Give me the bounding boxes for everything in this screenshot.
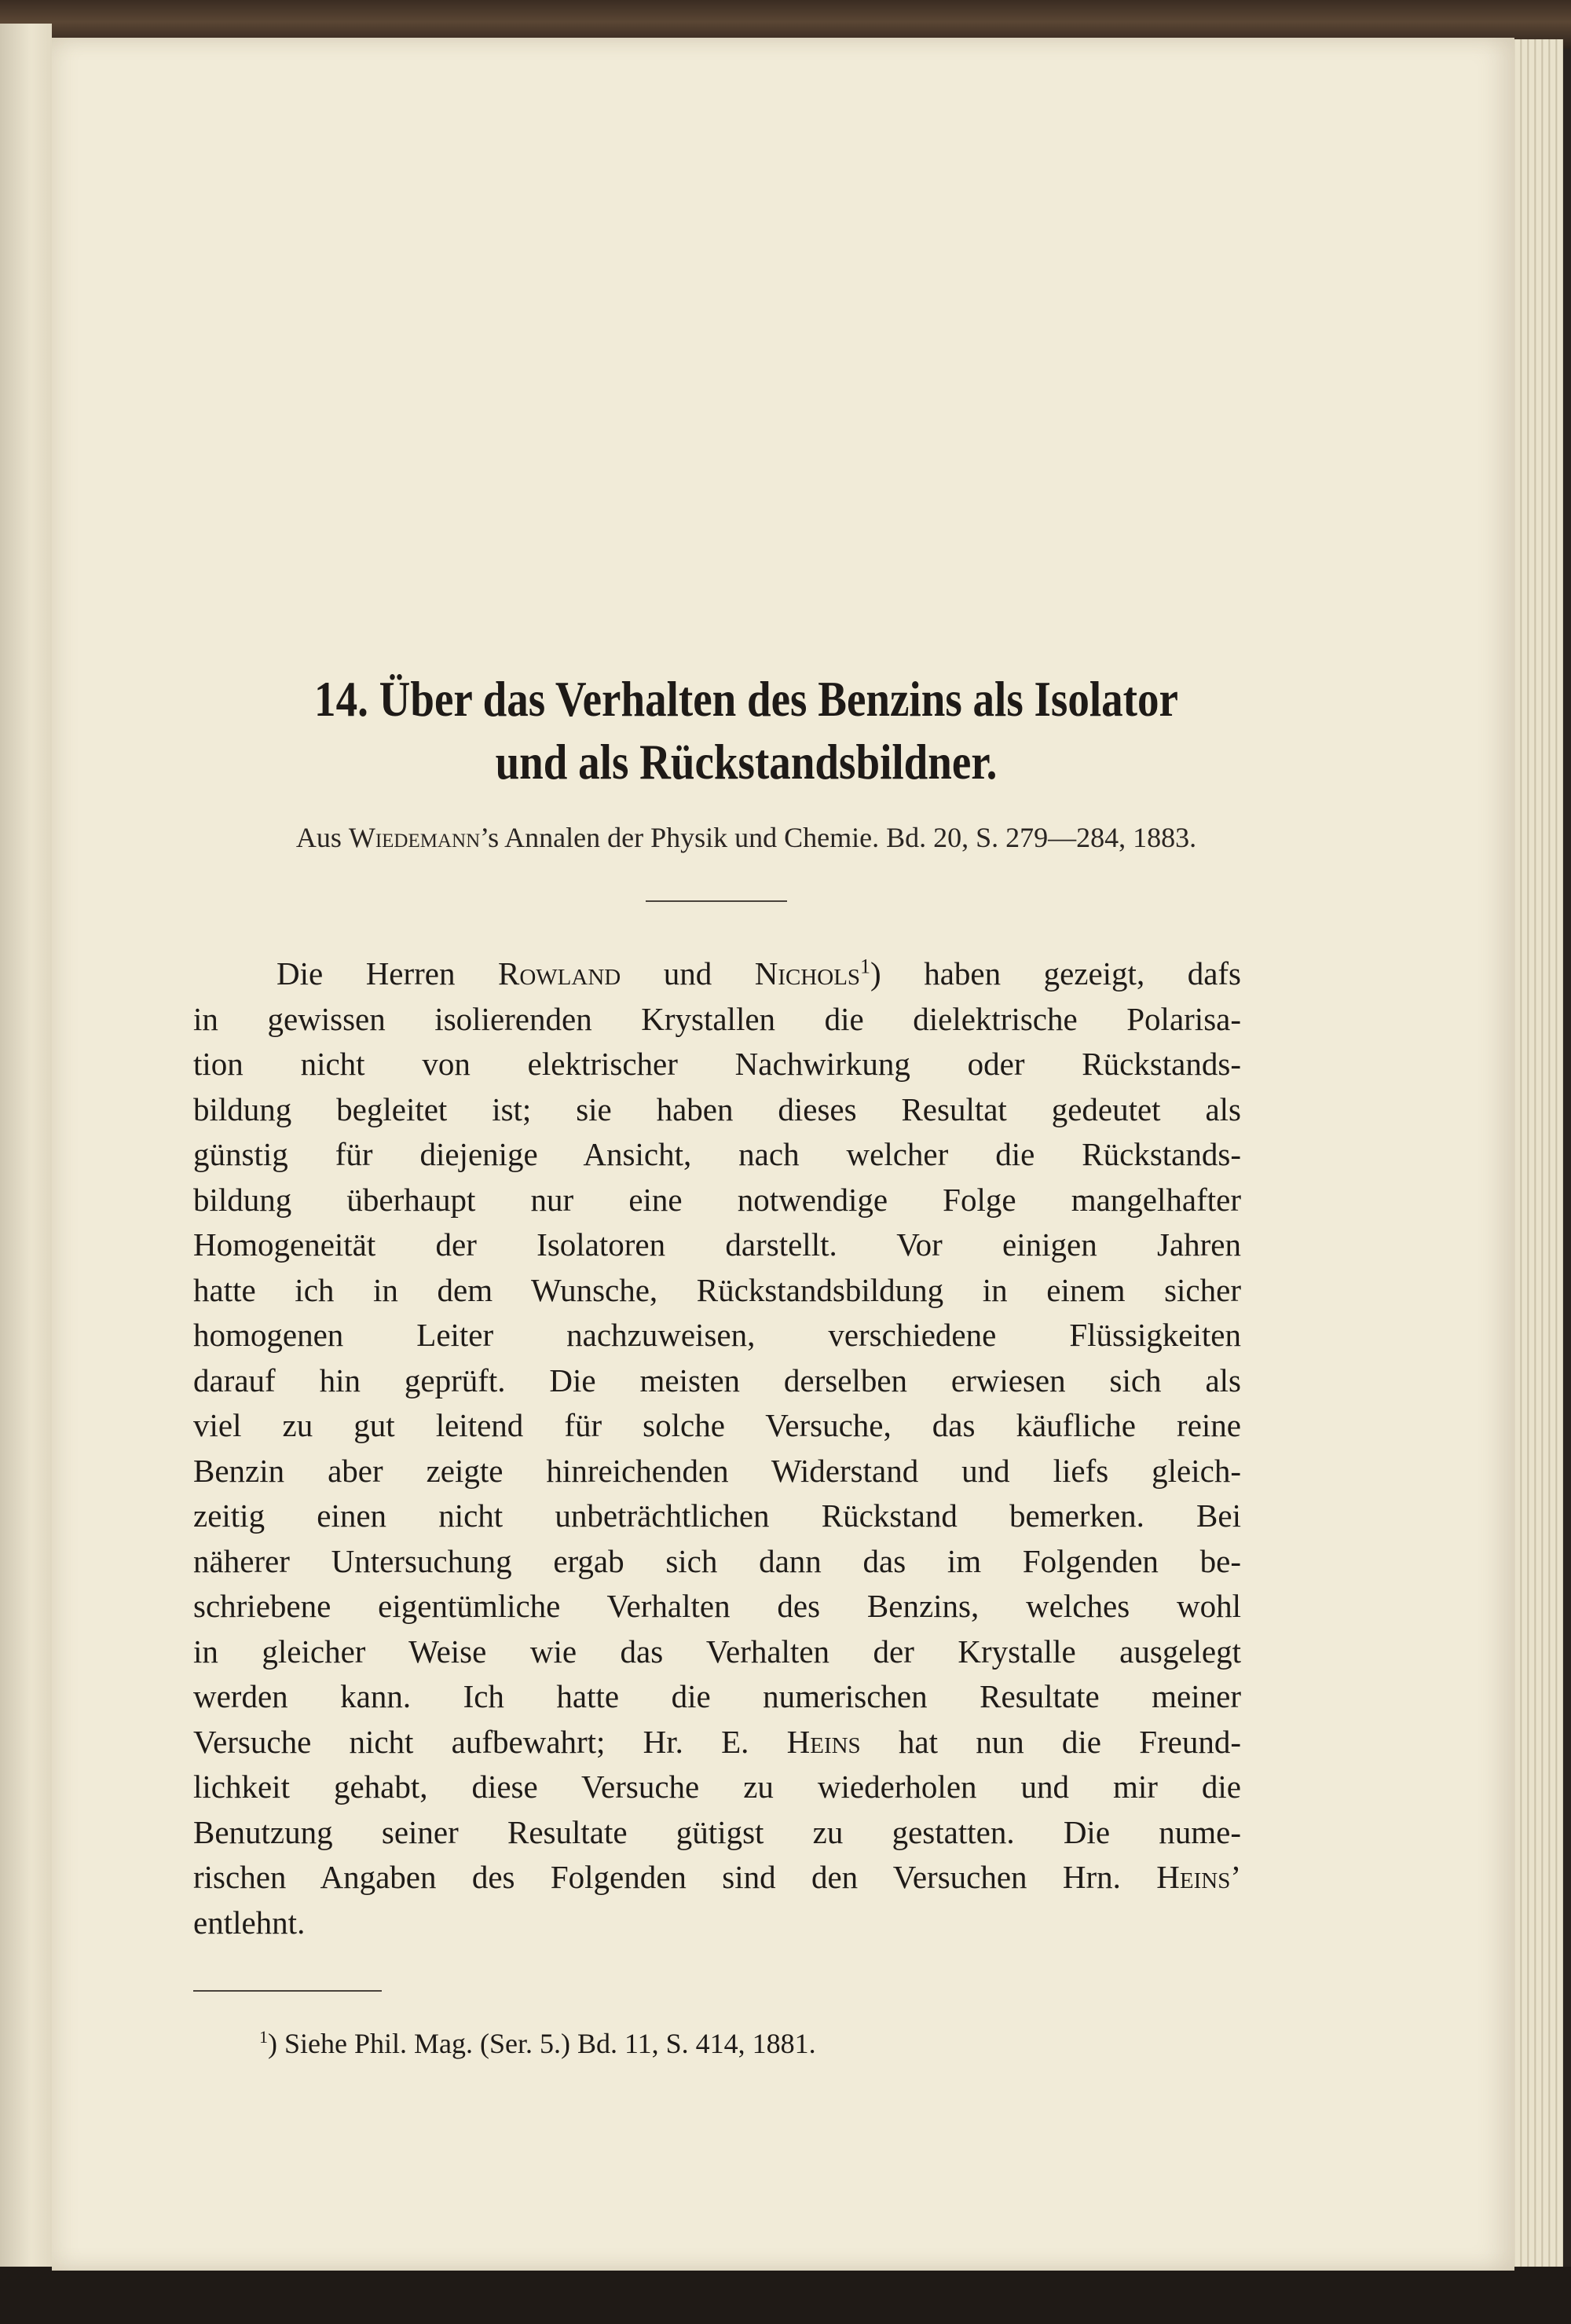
text-line <box>193 1178 1241 1223</box>
heading-line-1: 14. Über das Verhalten des Benzins als Isolator <box>314 671 1178 727</box>
text-run: Benzin aber zeigte hinreichenden Widerstand und liefs gleich- <box>193 1452 1241 1489</box>
text-run: in gleicher Weise wie das Verhalten der Krystalle ausgelegt <box>193 1633 1241 1670</box>
text-run: näherer Untersuchung ergab sich dann das im Folgenden be- <box>193 1542 1241 1579</box>
text-line <box>193 1494 1241 1539</box>
author-name: Heins <box>786 1723 861 1760</box>
text-run: schriebene eigentümliche Verhalten des Benzins, welches wohl <box>193 1588 1241 1624</box>
text-line <box>193 1403 1241 1449</box>
text-run: rischen Angaben des Folgenden sind den Versuchen Hrn. <box>193 1859 1157 1895</box>
text-line <box>193 1132 1241 1178</box>
text-line <box>193 1313 1241 1358</box>
text-run: und <box>621 955 755 992</box>
author-name: Heins <box>1156 1859 1231 1895</box>
text-line <box>193 951 1241 997</box>
text-run: bildung begleitet ist; sie haben dieses Resultat gedeutet als <box>193 1091 1241 1127</box>
text-line <box>193 1674 1241 1720</box>
text-line <box>193 997 1241 1043</box>
text-run: homogenen Leiter nachzuweisen, verschiedene Flüssigkeiten <box>193 1317 1241 1353</box>
text-line <box>193 1539 1241 1585</box>
footnote-ref: 1 <box>860 955 871 978</box>
text-run: werden kann. Ich hatte die numerischen Resultate meiner <box>193 1678 1241 1714</box>
footnote-marker: 1 <box>259 2027 268 2047</box>
text-run: hatte ich in dem Wunsche, Rückstandsbildung in einem sicher <box>193 1271 1241 1308</box>
book-bottom-edge <box>0 2267 1571 2324</box>
author-name: Nichols <box>754 955 861 992</box>
text-line <box>193 1584 1241 1629</box>
footnote-text: ) Siehe Phil. Mag. (Ser. 5.) Bd. 11, S. 414, 1881. <box>268 2028 816 2059</box>
text-line <box>193 1901 1241 1946</box>
text-run: Die Herren <box>276 955 498 992</box>
source-author: Wiedemann <box>348 822 481 853</box>
source-prefix: Aus <box>295 822 349 853</box>
book-gutter <box>0 24 52 2271</box>
text-line <box>193 1765 1241 1810</box>
text-line <box>193 1855 1241 1901</box>
text-run: Benutzung seiner Resultate gütigst zu gestatten. Die nume- <box>193 1813 1241 1850</box>
article-heading <box>206 668 1287 794</box>
text-line <box>193 1629 1241 1675</box>
text-line <box>193 1268 1241 1314</box>
text-line <box>193 1087 1241 1133</box>
text-line <box>193 1222 1241 1268</box>
text-run: darauf hin geprüft. Die meisten derselben erwiesen sich als <box>193 1362 1241 1398</box>
text-run: in gewissen isolierenden Krystallen die dielektrische Polarisa- <box>193 1000 1241 1037</box>
source-suffix: ’s Annalen der Physik und Chemie. Bd. 20, S. 279—284, 1883. <box>480 822 1197 853</box>
text-run: zeitig einen nicht unbeträchtlichen Rückstand bemerken. Bei <box>193 1497 1241 1534</box>
text-line <box>193 1810 1241 1856</box>
text-run: Versuche nicht aufbewahrt; Hr. E. <box>193 1723 787 1760</box>
text-line <box>193 1042 1241 1087</box>
author-name: Rowland <box>498 955 621 992</box>
footnote <box>259 2027 816 2060</box>
page-edges <box>1508 39 1563 2271</box>
text-run: hat nun die Freund- <box>860 1723 1241 1760</box>
text-run: ’ <box>1230 1859 1241 1895</box>
text-run: viel zu gut leitend für solche Versuche, das käufliche reine <box>193 1407 1241 1443</box>
heading-divider <box>646 900 787 902</box>
body-paragraph <box>193 951 1241 1945</box>
source-citation <box>118 821 1375 854</box>
text-run: bildung überhaupt nur eine notwendige Folge mangelhafter <box>193 1181 1241 1218</box>
text-run: lichkeit gehabt, diese Versuche zu wiederholen und mir die <box>193 1769 1241 1805</box>
text-run: tion nicht von elektrischer Nachwirkung oder Rückstands- <box>193 1046 1241 1082</box>
text-run: ) haben gezeigt, dafs <box>870 955 1242 992</box>
footnote-divider <box>193 1990 382 1992</box>
text-line <box>193 1720 1241 1765</box>
text-line <box>193 1449 1241 1494</box>
text-run: entlehnt. <box>193 1904 306 1941</box>
text-line <box>193 1358 1241 1404</box>
heading-line-2: und als Rückstandsbildner. <box>495 734 998 790</box>
text-run: günstig für diejenige Ansicht, nach welcher die Rückstands- <box>193 1136 1241 1172</box>
text-run: Homogeneität der Isolatoren darstellt. Vor einigen Jahren <box>193 1226 1241 1263</box>
